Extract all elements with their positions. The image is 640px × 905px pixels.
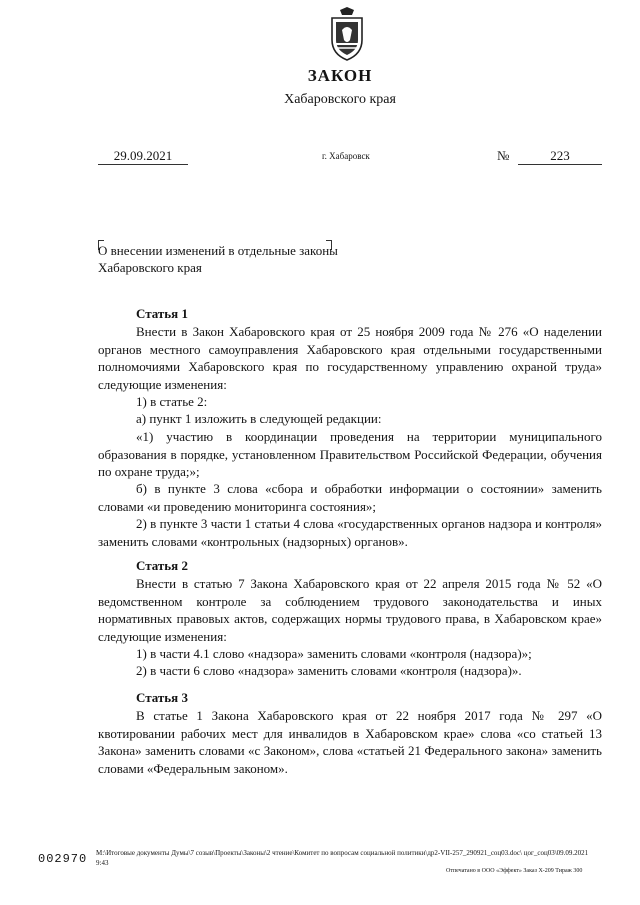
- article-1-heading: Статья 1: [136, 306, 188, 321]
- document-subtitle: Хабаровского края: [284, 92, 396, 107]
- article-2-heading: Статья 2: [136, 558, 188, 573]
- article-1-item-a-text: «1) участию в координации проведения на территории муниципального образования в порядке, установленном Правительством Российской Федерации, обучения по охране труда;»;: [98, 429, 602, 479]
- number-sign: №: [497, 148, 510, 163]
- article-3-heading: Статья 3: [136, 690, 188, 705]
- article-2-item-1: 1) в части 4.1 слово «надзора» заменить словами «контроля (надзора)»;: [136, 646, 532, 661]
- article-1-intro: Внести в Закон Хабаровского края от 25 ноября 2009 года № 276 «О наделении органов местного самоуправления Хабаровского края отдельными государственными полномочиями Хабаровского края по государственному управлению охраной труда» следующие изменения:: [98, 324, 602, 392]
- footer-file-path: М:\Итоговые документы Думы\7 созыв\Проекты\Законы\2 чтение\Комитет по вопросам социальной политики\др2-VII-257_290921_соц03.doc\ цог_соц03\09.09.2021 9:43: [96, 849, 589, 867]
- article-1-item-2: 2) в пункте 3 части 1 статьи 4 слова «государственных органов надзора и контроля» заменить словами «контрольных (надзорных) органов».: [98, 516, 602, 549]
- document-city: г. Хабаровск: [322, 151, 370, 161]
- document-number: 223: [518, 148, 602, 165]
- document-title: ЗАКОН: [307, 66, 373, 85]
- footer-print-note: Отпечатано в ООО «Эффект» Заказ Х-209 Тираж 300: [446, 868, 583, 874]
- article-2-item-2: 2) в части 6 слово «надзора» заменить словами «контроля (надзора)».: [136, 663, 522, 678]
- coat-of-arms-emblem: [326, 6, 368, 62]
- article-1-item-a: а) пункт 1 изложить в следующей редакции:: [136, 411, 382, 426]
- article-3-text: В статье 1 Закона Хабаровского края от 22 ноября 2017 года № 297 «О квотировании рабочих мест для инвалидов в Хабаровском крае» слова «со статьей 13 Закона» заменить словами «с Законом», слова «статьей 21 Федерального закона» заменить словами «Федеральным законом».: [98, 708, 602, 776]
- article-1-item-b: б) в пункте 3 слова «сбора и обработки информации о состоянии» заменить словами «и проведению мониторинга состояния»;: [98, 481, 602, 514]
- article-2-intro: Внести в статью 7 Закона Хабаровского края от 22 апреля 2015 года № 52 «О ведомственном контроле за соблюдением трудового законодательства и иных нормативных правовых актов, содержащих нормы трудового права, в Хабаровском крае» следующие изменения:: [98, 576, 602, 644]
- document-subject: О внесении изменений в отдельные законы Хабаровского края: [98, 243, 338, 275]
- footer-document-code: 002970: [38, 852, 88, 866]
- article-1-item-1: 1) в статье 2:: [136, 394, 208, 409]
- document-date: 29.09.2021: [98, 148, 188, 165]
